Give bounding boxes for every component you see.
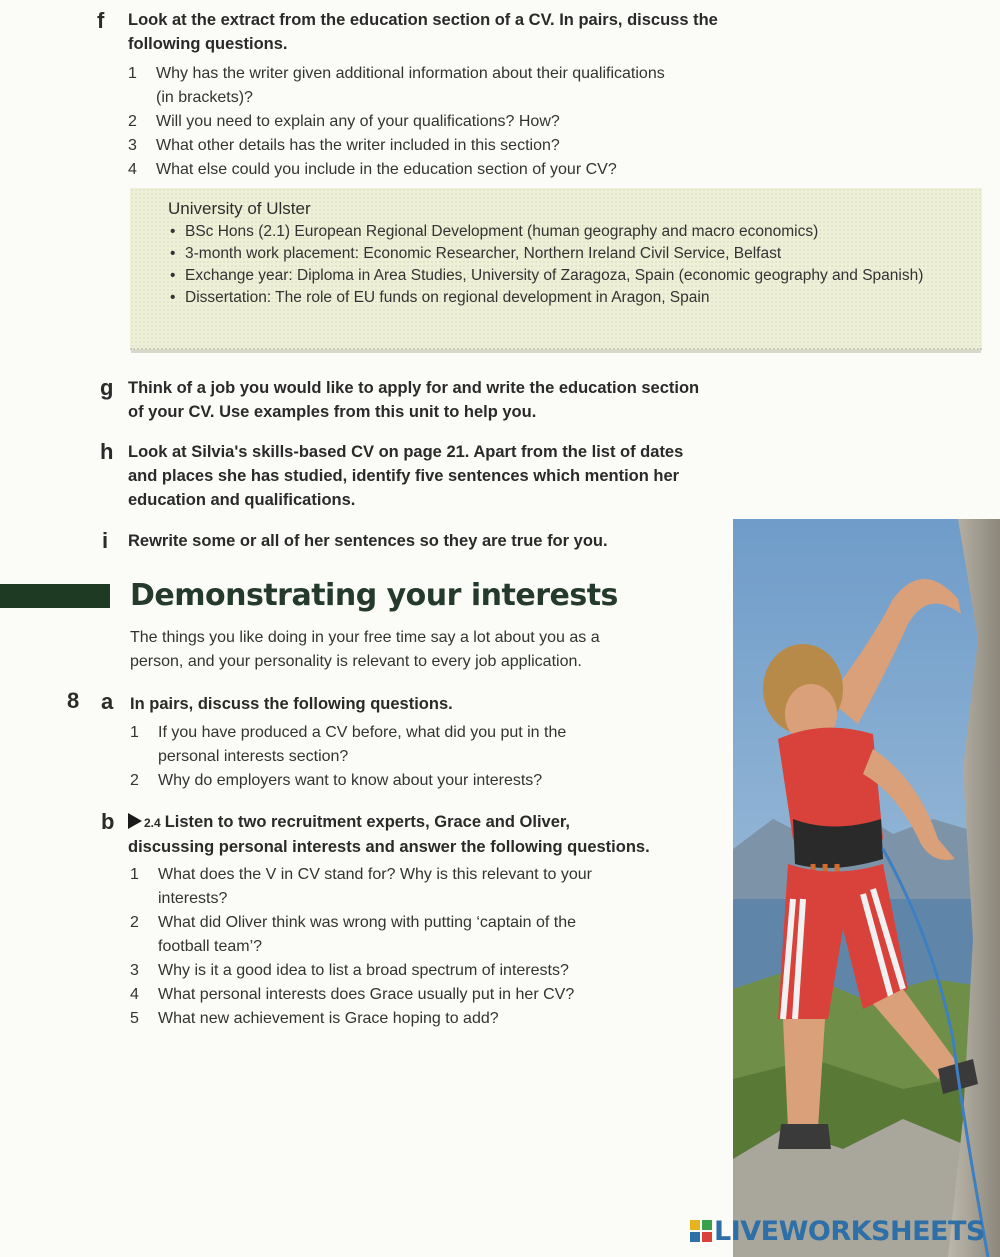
section-letter-i: i — [102, 528, 109, 553]
cv-item: • Exchange year: Diploma in Area Studies, University of Zaragoza, Spain (economic geography and Spanish) — [168, 265, 958, 287]
section-g-prompt-line2: of your CV. Use examples from this unit to help you. — [128, 403, 537, 421]
section-letter-8b: b — [101, 809, 115, 834]
question-item: 3 What other details has the writer included in this section? — [128, 137, 560, 154]
liveworksheets-logo-icon — [690, 1220, 712, 1242]
section-i-prompt: Rewrite some or all of her sentences so they are true for you. — [128, 532, 608, 550]
liveworksheets-watermark — [690, 1216, 985, 1247]
section-g-prompt-line1: Think of a job you would like to apply for and write the education section — [128, 379, 700, 397]
section-8b-questions — [130, 863, 710, 1031]
section-letter-g: g — [100, 375, 114, 400]
rock-climber-photo — [733, 519, 1000, 1257]
section-f-questions — [128, 62, 788, 182]
section-8b-prompt-text: Listen to two recruitment experts, Grace and Oliver, — [164, 813, 570, 831]
cv-item: • Dissertation: The role of EU funds on regional development in Aragon, Spain — [168, 287, 958, 309]
question-item: 5 What new achievement is Grace hoping to add? — [130, 1010, 499, 1027]
question-item: 2 Why do employers want to know about your interests? — [130, 772, 543, 789]
section-8a-prompt: In pairs, discuss the following questions. — [130, 695, 453, 713]
question-item: 2 Will you need to explain any of your qualifications? How? — [128, 113, 560, 130]
section-8b-prompt — [128, 810, 728, 859]
question-item: 1 What does the V in CV stand for? Why is this relevant to your interests? — [130, 866, 592, 907]
section-h-prompt-line2: and places she has studied, identify five sentences which mention her — [128, 467, 680, 485]
intro-paragraph — [130, 626, 710, 674]
cv-items — [168, 221, 958, 309]
section-letter-f: f — [97, 8, 105, 33]
section-f-prompt — [128, 8, 828, 56]
intro-line2: person, and your personality is relevant to every job application. — [130, 653, 582, 670]
section-8b-prompt-line1 — [128, 810, 728, 835]
watermark-text: LIVEWORKSHEETS — [714, 1216, 985, 1247]
section-heading: Demonstrating your interests — [130, 578, 618, 613]
section-h-prompt-line3: education and qualifications. — [128, 491, 356, 509]
section-f-prompt-line2: following questions. — [128, 35, 288, 53]
audio-play-icon[interactable] — [128, 813, 142, 829]
question-item: 1 If you have produced a CV before, what did you put in the personal interests section? — [130, 724, 567, 765]
question-item: 1 Why has the writer given additional information about their qualifications (in brackets)? — [128, 65, 665, 106]
cv-university: University of Ulster — [168, 199, 311, 218]
section-h-prompt — [128, 440, 788, 512]
question-item: 2 What did Oliver think was wrong with putting ‘captain of the football team’? — [130, 914, 576, 955]
audio-track-number: 2.4 — [144, 816, 161, 830]
section-f-prompt-line1: Look at the extract from the education section of a CV. In pairs, discuss the — [128, 11, 718, 29]
cv-extract-box — [130, 188, 982, 350]
heading-accent-bar — [0, 584, 110, 608]
section-letter-8a: a — [101, 689, 114, 714]
section-8b-prompt-line2: discussing personal interests and answer the following questions. — [128, 838, 650, 856]
climber-illustration — [733, 519, 1000, 1257]
cv-item: • BSc Hons (2.1) European Regional Development (human geography and macro economics) — [168, 221, 958, 243]
question-item: 3 Why is it a good idea to list a broad spectrum of interests? — [130, 962, 569, 979]
question-item: 4 What personal interests does Grace usually put in her CV? — [130, 986, 575, 1003]
section-h-prompt-line1: Look at Silvia's skills-based CV on page 21. Apart from the list of dates — [128, 443, 684, 461]
exercise-number: 8 — [67, 688, 80, 713]
question-item: 4 What else could you include in the education section of your CV? — [128, 161, 617, 178]
cv-item: • 3-month work placement: Economic Researcher, Northern Ireland Civil Service, Belfast — [168, 243, 958, 265]
section-letter-h: h — [100, 439, 114, 464]
section-8a-questions — [130, 721, 710, 793]
intro-line1: The things you like doing in your free time say a lot about you as a — [130, 629, 600, 646]
section-g-prompt — [128, 376, 788, 424]
